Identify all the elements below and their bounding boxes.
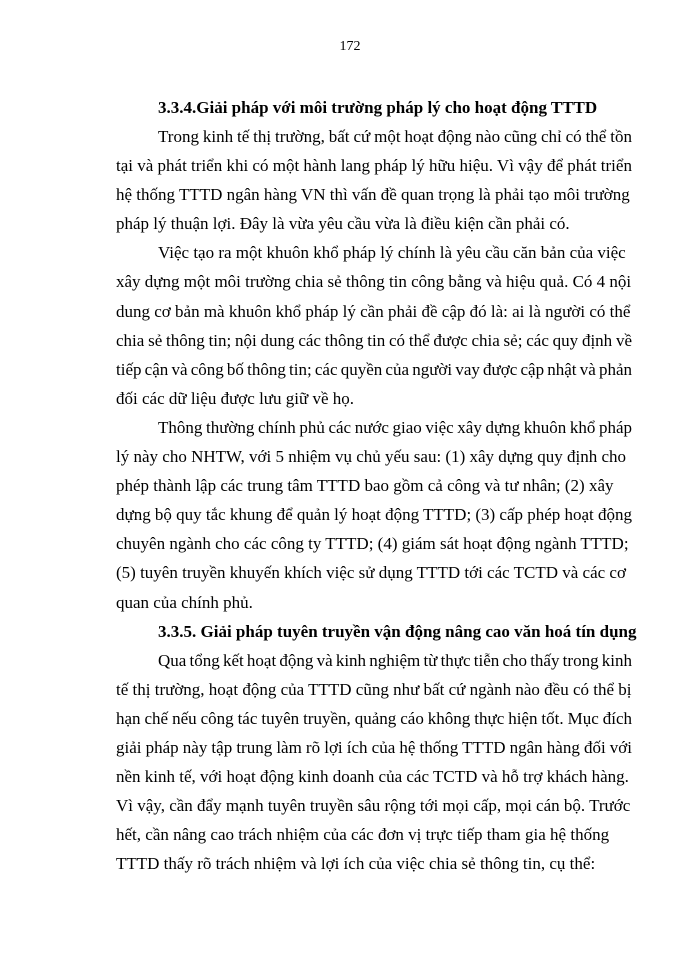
text-line: nền kinh tế, với hoạt động kinh doanh của các TCTD và hỗ trợ khách hàng. <box>116 766 629 786</box>
text-line: hệ thống TTTD ngân hàng VN thì vấn đề quan trọng là phải tạo môi trường <box>116 185 630 205</box>
text-line: hạn chế nếu công tác tuyên truyền, quảng cáo không thực hiện tốt. Mục đích <box>116 708 632 728</box>
paragraph <box>116 122 632 238</box>
page-body <box>116 93 637 878</box>
text-line: Vì vậy, cần đẩy mạnh tuyên truyền sâu rộng tới mọi cấp, mọi cán bộ. Trước <box>116 796 631 816</box>
text-line: Việc tạo ra một khuôn khổ pháp lý chính là yêu cầu căn bản của việc <box>158 243 626 263</box>
text-line: xây dựng một môi trường chia sẻ thông tin công bằng và hiệu quả. Có 4 nội <box>116 272 632 292</box>
page-number: 172 <box>339 39 361 54</box>
paragraph <box>116 238 632 413</box>
section-heading-3-3-4: 3.3.4.Giải pháp với môi trường pháp lý cho hoạt động TTTD <box>158 98 598 117</box>
section-heading-3-3-5: 3.3.5. Giải pháp tuyên truyền vận động nâng cao văn hoá tín dụng <box>158 621 637 641</box>
text-line: TTTD thấy rõ trách nhiệm và lợi ích của việc chia sẻ thông tin, cụ thể: <box>116 854 596 874</box>
text-line: chia sẻ thông tin; nội dung các thông tin có thể được chia sẻ; các quy định về <box>116 330 633 350</box>
text-line: đối các dữ liệu được lưu giữ về họ. <box>116 388 354 408</box>
text-line: lý này cho NHTW, với 5 nhiệm vụ chủ yếu sau: (1) xây dựng quy định cho <box>116 447 627 467</box>
text-line: dung cơ bản mà khuôn khổ pháp lý cần phải đề cập đó là: ai là người có thể <box>116 301 631 321</box>
text-line: quan của chính phủ. <box>116 592 253 612</box>
text-line: (5) tuyên truyền khuyến khích việc sử dụng TTTD tới các TCTD và các cơ <box>116 563 626 583</box>
text-line: dựng bộ quy tắc khung để quản lý hoạt động TTTD; (3) cấp phép hoạt động <box>116 505 632 525</box>
text-line: Thông thường chính phủ các nước giao việc xây dựng khuôn khổ pháp <box>158 417 632 437</box>
text-line: tại và phát triển khi có một hành lang pháp lý hữu hiệu. Vì vậy để phát triển <box>116 156 632 176</box>
paragraph <box>116 646 632 879</box>
text-line: Trong kinh tế thị trường, bất cứ một hoạt động nào cũng chỉ có thể tồn <box>158 127 632 146</box>
text-line: Qua tổng kết hoạt động và kinh nghiệm từ thực tiễn cho thấy trong kinh <box>158 650 632 670</box>
text-line: pháp lý thuận lợi. Đây là vừa yêu cầu vừa là điều kiện cần phải có. <box>116 214 570 234</box>
text-line: tế thị trường, hoạt động của TTTD cũng như bất cứ ngành nào đều có thể bị <box>116 679 632 699</box>
text-line: tiếp cận và công bố thông tin; các quyền của người vay được cập nhật và phản <box>116 359 632 379</box>
paragraph <box>116 413 632 617</box>
text-line: giải pháp này tập trung làm rõ lợi ích của hệ thống TTTD ngân hàng đối với <box>116 737 632 757</box>
text-line: chuyên ngành cho các công ty TTTD; (4) giám sát hoạt động ngành TTTD; <box>116 534 629 554</box>
text-line: phép thành lập các trung tâm TTTD bao gồm cả công và tư nhân; (2) xây <box>116 476 614 496</box>
text-line: hết, cần nâng cao trách nhiệm của các đơn vị trực tiếp tham gia hệ thống <box>116 825 610 845</box>
